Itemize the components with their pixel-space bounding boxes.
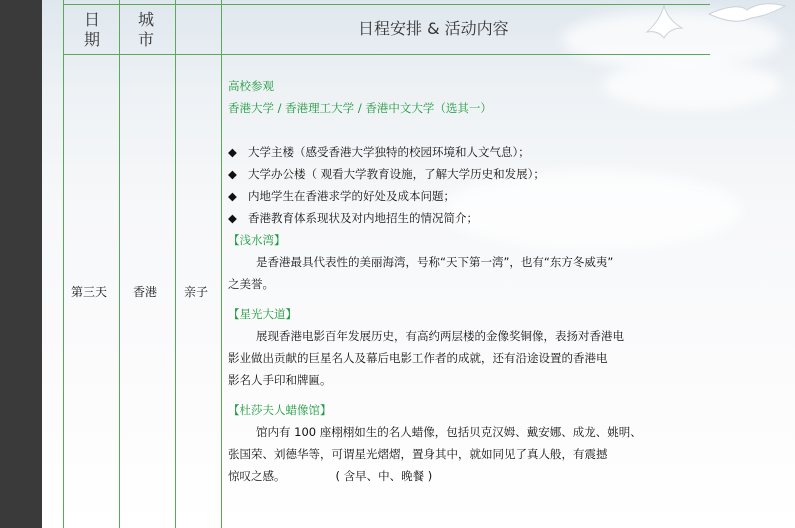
paragraph-line: 惊叹之感。 ( 含早、中、晚餐 ): [228, 469, 433, 483]
document-page: [42, 0, 795, 528]
bullet-item: ◆ 大学主楼（感受香港大学独特的校园环境和人文气息）；: [228, 145, 530, 159]
table-header-divider: [63, 54, 710, 55]
table-divider: [221, 0, 222, 528]
blank-line: [228, 119, 708, 141]
header-schedule: 日程安排 & 活动内容: [358, 19, 509, 38]
schedule-content: [228, 75, 708, 487]
section-title: 【星光大道】: [228, 307, 297, 321]
bullet-item: ◆ 香港教育体系现状及对内地招生的情况简介；: [228, 211, 478, 225]
paragraph-line: 张国荣、刘德华等，可谓星光熠熠，置身其中，就如同见了真人般，有震撼: [228, 447, 608, 461]
paragraph-line: 是香港最具代表性的美丽海湾，号称“天下第一湾”，也有“东方冬威夷”: [256, 255, 614, 269]
table-border-left: [63, 0, 64, 528]
dove-icon: [642, 2, 687, 42]
bullet-item: ◆ 大学办公楼（ 观看大学教育设施，了解大学历史和发展）；: [228, 167, 545, 181]
dove-icon: [707, 0, 787, 30]
section-title: 【杜莎夫人蜡像馆】: [228, 403, 332, 417]
table-divider: [119, 0, 120, 528]
header-city: 城 市: [138, 10, 155, 49]
paragraph-line: 影业做出贡献的巨星名人及幕后电影工作者的成就，还有沿途设置的香港电: [228, 351, 608, 365]
bullet-item: ◆ 内地学生在香港求学的好处及成本问题；: [228, 189, 455, 203]
section-title: 【浅水湾】: [228, 233, 286, 247]
paragraph-line: 馆内有 100 座栩栩如生的名人蜡像，包括贝克汉姆、戴安娜、成龙、姚明、: [256, 425, 642, 439]
university-list: 香港大学 / 香港理工大学 / 香港中文大学（选其一）: [228, 101, 492, 115]
table-border-top: [63, 4, 710, 5]
header-day: 日 期: [84, 10, 101, 49]
meals-note: ( 含早、中、晚餐 ): [335, 469, 433, 483]
paragraph-line: 展现香港电影百年发展历史，有高约两层楼的金像奖铜像，表扬对香港电: [256, 329, 624, 343]
day-cell: 第三天: [71, 285, 108, 299]
section-title: 高校参观: [228, 79, 274, 93]
tag-cell: 亲子: [184, 285, 209, 299]
city-cell: 香港: [133, 285, 158, 299]
table-divider: [175, 0, 176, 528]
paragraph-line: 影名人手印和牌匾。: [228, 373, 332, 387]
paragraph-line: 之美誉。: [228, 277, 274, 291]
